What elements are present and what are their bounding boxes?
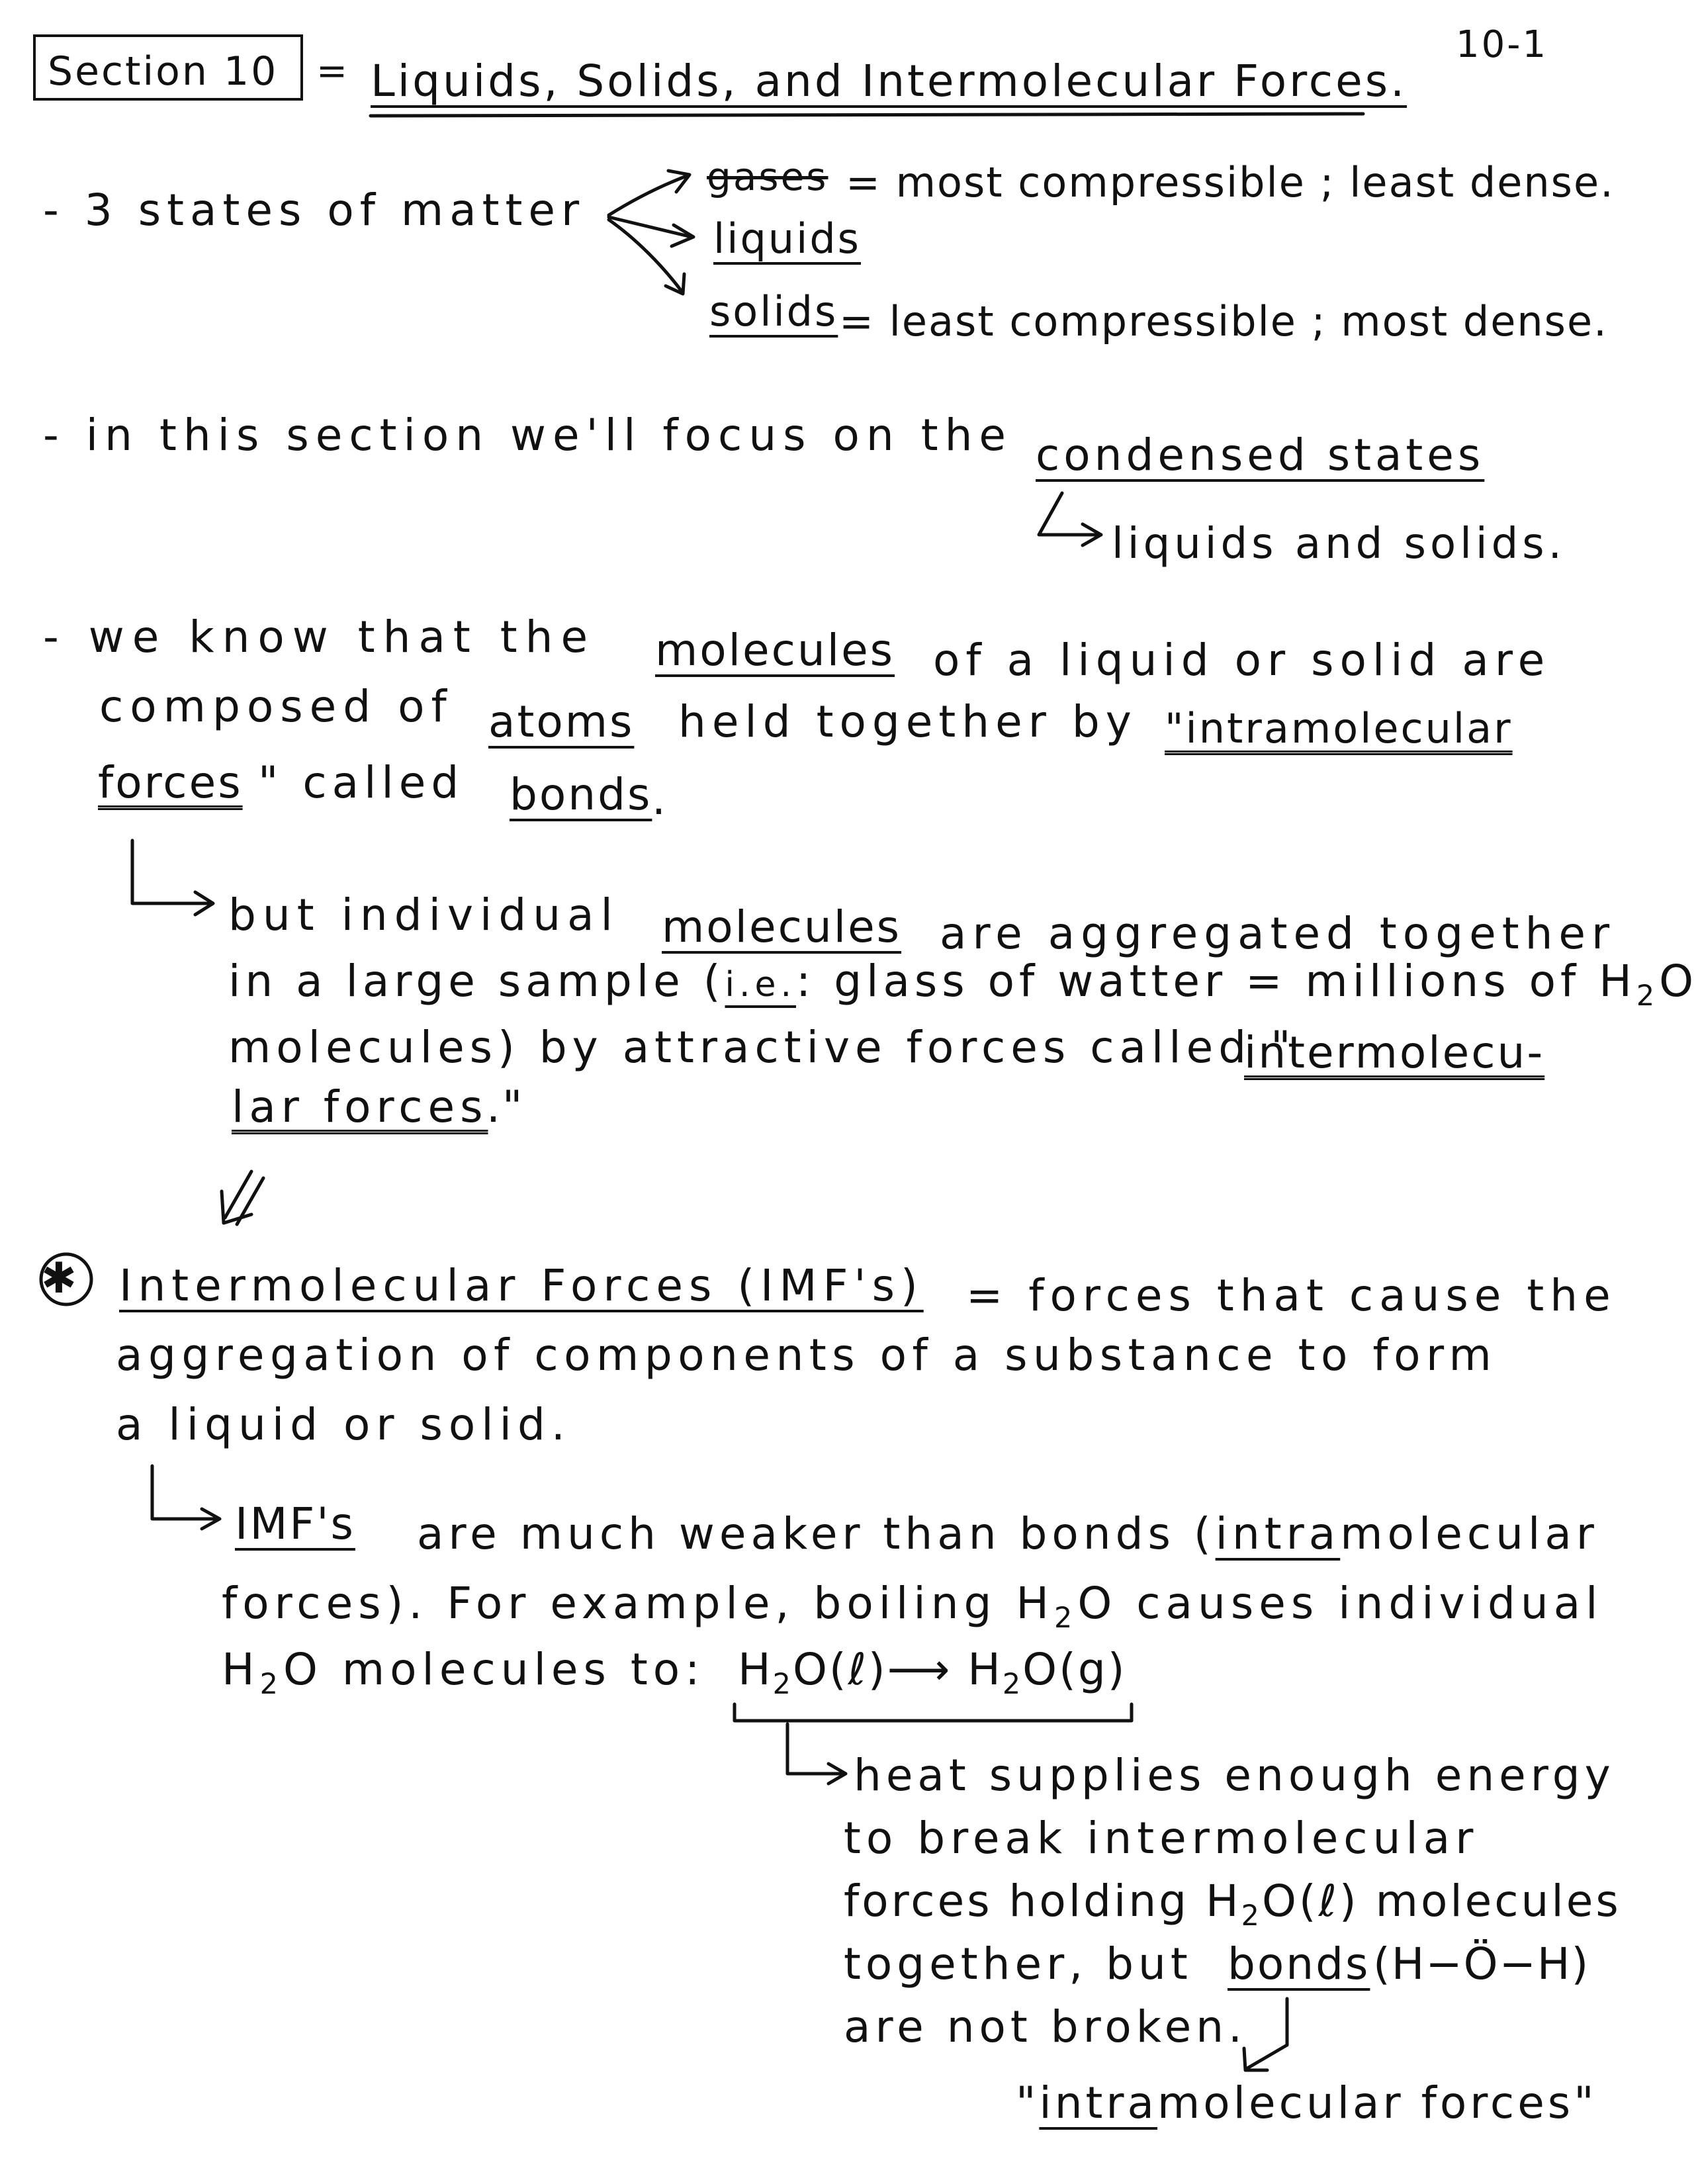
star-icon: ✱	[41, 1254, 79, 1303]
double-arrow-head	[222, 1191, 251, 1223]
imf-line2: aggregation of components of a substance to form	[116, 1330, 1497, 1381]
heat-bonds: bonds	[1228, 1938, 1370, 1989]
aggregate-line1-c: are aggregated together	[940, 908, 1616, 959]
solids-description: = least compressible ; most dense.	[839, 297, 1608, 345]
aggregate-lar-forces: lar forces	[232, 1081, 488, 1132]
bonds-bonds: bonds	[510, 769, 652, 820]
bonds-line3-b: " called	[258, 757, 465, 808]
condensed-prefix: - in this section we'll focus on the	[43, 410, 1013, 461]
solids-label: solids	[709, 287, 838, 336]
imf-weak-line2-sub: 2	[1054, 1602, 1078, 1635]
arrow-solids	[609, 220, 682, 291]
aggregate-h2o-o: O	[1659, 956, 1698, 1007]
aggregate-intermolecu: intermolecu-	[1244, 1027, 1545, 1078]
aggregate-ie: i.e.	[725, 965, 796, 1005]
gases-label: gases	[707, 154, 828, 199]
heat-line2: to break intermolecular	[844, 1813, 1479, 1864]
heat-line5: are not broken.	[844, 2001, 1247, 2052]
aggregate-line2-a: in a large sample (	[228, 956, 725, 1007]
eq-sub1: 2	[772, 1668, 793, 1702]
footer-quote: "	[1016, 2077, 1040, 2128]
imf-weak-line2	[222, 1578, 1603, 1635]
imf-line3: a liquid or solid.	[116, 1399, 571, 1450]
aggregate-line2	[228, 956, 1698, 1013]
imf-weak-line2-a: forces). For example, boiling H	[222, 1578, 1055, 1629]
imf-weak-line3	[222, 1644, 705, 1702]
heat-line4-a: together, but	[844, 1938, 1192, 1989]
imf-weak-line1-text: are much weaker than bonds (	[417, 1508, 1216, 1559]
arrow-bonds-footer	[1247, 1999, 1287, 2068]
hook-heat-head	[828, 1764, 846, 1784]
imf-weak-line2-b: O causes individual	[1077, 1578, 1603, 1629]
heat-line3	[844, 1876, 1621, 1933]
eq-sub2: 2	[1002, 1668, 1023, 1702]
bonds-molecules: molecules	[655, 625, 895, 676]
arrow-gases-head	[668, 171, 690, 192]
hook-heat	[787, 1724, 844, 1774]
aggregate-molecules: molecules	[662, 901, 902, 952]
imf-weak-line1-b	[417, 1508, 1599, 1559]
arrow-bonds-footer-head	[1244, 2048, 1267, 2070]
imf-term: Intermolecular Forces (IMF's)	[119, 1260, 924, 1311]
eq-mid: O(ℓ)⟶ H	[792, 1644, 1003, 1695]
imf-weak-intra: intra	[1215, 1508, 1341, 1559]
double-arrow-2	[237, 1178, 263, 1224]
bonds-line1-a: - we know that the	[43, 612, 596, 662]
arrow-gases	[609, 175, 688, 215]
bonds-intramolecular: "intramolecular	[1165, 704, 1513, 752]
double-arrow-1	[225, 1171, 251, 1218]
imf-line1-rest: = forces that cause the	[966, 1270, 1617, 1321]
boiling-equation	[738, 1644, 1127, 1702]
imf-weak-imfs: IMF's	[235, 1498, 355, 1549]
heat-line1: heat supplies enough energy	[854, 1750, 1615, 1801]
bonds-atoms: atoms	[488, 696, 635, 747]
condensed-term: condensed states	[1036, 430, 1485, 480]
section-label: Section 10	[48, 48, 279, 95]
title-equals: =	[316, 50, 349, 93]
bonds-line2-a: composed of	[99, 681, 453, 732]
aggregate-line4-b: ."	[486, 1081, 525, 1132]
bonds-forces: forces	[98, 757, 243, 808]
heat-line3-b: O(ℓ) molecules	[1261, 1876, 1621, 1927]
bonds-period: .	[652, 774, 668, 825]
imf-weak-line3-a: H	[222, 1644, 260, 1695]
imf-weak-line3-sub: 2	[259, 1668, 283, 1702]
hook-aggregate-head	[195, 892, 213, 915]
arrow-solids-head	[666, 274, 684, 294]
eq-h: H	[738, 1644, 773, 1695]
hook-imf	[152, 1466, 218, 1519]
eq-end: O(g)	[1022, 1644, 1127, 1695]
condensed-note: liquids and solids.	[1112, 520, 1566, 569]
page-title: Liquids, Solids, and Intermolecular Forces.	[371, 56, 1408, 107]
page-number: 10-1	[1456, 23, 1548, 66]
heat-line3-a: forces holding H	[844, 1876, 1241, 1927]
aggregate-line1-a: but individual	[228, 889, 619, 940]
heat-line3-sub: 2	[1241, 1899, 1262, 1933]
aggregate-line3-a: molecules) by attractive forces called "	[228, 1022, 1296, 1073]
arrow-liquids-head	[672, 225, 693, 246]
bonds-line1-c: of a liquid or solid are	[933, 635, 1551, 686]
hook-condensed-head	[1083, 524, 1101, 545]
footer-note	[1016, 2077, 1597, 2128]
hook-imf-head	[202, 1509, 220, 1529]
liquids-label: liquids	[713, 214, 861, 263]
states-intro: - 3 states of matter	[43, 185, 586, 236]
gases-description: = most compressible ; least dense.	[846, 158, 1615, 206]
aggregate-line2-c: : glass of watter = millions of H	[796, 956, 1636, 1007]
footer-rest: molecular forces"	[1157, 2077, 1597, 2128]
footer-intra: intra	[1039, 2077, 1157, 2128]
equation-bracket	[735, 1704, 1132, 1721]
hook-aggregate	[132, 841, 212, 903]
heat-structure: (H−Ö−H)	[1373, 1938, 1590, 1989]
hook-condensed	[1039, 493, 1098, 535]
imf-weak-line3-b: O molecules to:	[283, 1644, 705, 1695]
title-underline	[371, 114, 1363, 116]
imf-weak-molecular: molecular	[1340, 1508, 1599, 1559]
arrow-liquids	[609, 217, 692, 237]
bonds-line2-c: held together by	[678, 696, 1138, 747]
aggregate-h2o-sub: 2	[1636, 979, 1660, 1013]
